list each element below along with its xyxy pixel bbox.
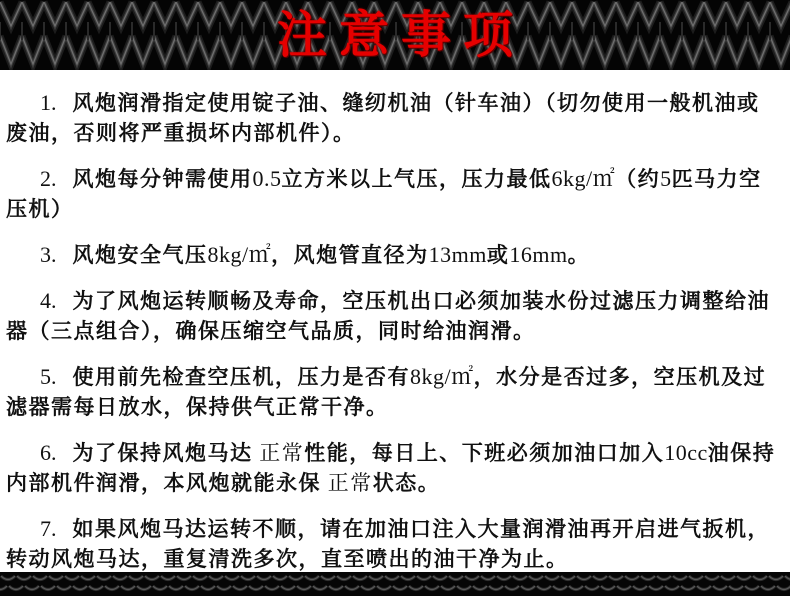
notice-item-text (6, 91, 760, 145)
notice-item (6, 240, 780, 270)
notice-item-text-segment: 13mm (428, 242, 487, 267)
notice-item-number: 2. (40, 166, 57, 191)
notice-item-text-segment: 或 (486, 243, 510, 267)
notice-item-text-segment: 为了风炮运转顺畅及寿命，空压机出口必须加装水份过滤压力调整给油器（三点组合），确保压缩空气品质，同时给油润滑。 (6, 289, 770, 343)
notice-item-text-segment: 性能，每日上、下班必须加油口加入 (304, 441, 665, 465)
notice-item-text-segment: 8kg/㎡ (207, 242, 272, 267)
notice-item-text-segment: 。 (567, 243, 591, 267)
notice-item-text-segment: 8kg/㎡ (410, 364, 474, 389)
notice-item-text (6, 441, 775, 495)
notice-item-text-segment: 5 (660, 166, 672, 191)
notice-item-text-segment: （约 (615, 167, 661, 191)
notice-item-text-segment: 0.5 (252, 166, 282, 191)
notice-item (6, 438, 780, 498)
notice-item-text (73, 243, 591, 267)
notice-item-number: 4. (40, 288, 57, 313)
notice-item-text-segment: ，风炮管直径为 (271, 243, 429, 267)
notice-item-text-segment: 风炮安全气压 (72, 243, 208, 267)
notice-item-text-segment: 为了保持风炮马达 (72, 441, 260, 465)
notice-item (6, 88, 780, 148)
notice-item (6, 514, 780, 574)
notice-item-text-segment: 正常 (259, 441, 305, 465)
notice-item-text (6, 289, 770, 343)
header-band (0, 0, 790, 70)
notice-item-number: 3. (40, 242, 57, 267)
notice-item-text-segment: 使用前先检查空压机，压力是否有 (72, 365, 410, 389)
notice-list (0, 70, 790, 574)
notice-item-text-segment: 6kg/㎡ (551, 166, 616, 191)
notice-item-text-segment: 立方米以上气压，压力最低 (281, 167, 552, 191)
notice-item-text (6, 517, 770, 571)
notice-item-text-segment: 风炮润滑指定使用锭子油、缝纫机油（针车油）（切勿使用一般机油或废油，否则将严重损坏内部机件）。 (6, 91, 760, 145)
notice-item (6, 286, 780, 346)
notice-item-text-segment: 如果风炮马达运转不顺，请在加油口注入大量润滑油再开启进气扳机，转动风炮马达，重复清洗多次，直至喷出的油干净为止。 (6, 517, 770, 571)
notice-item-number: 6. (40, 440, 57, 465)
notice-item-text-segment: 状态。 (372, 471, 441, 495)
notice-item-text-segment: ，水分是否过多，空压机及过滤器需每日放水，保持供气正常干净。 (6, 365, 767, 419)
chevron-pattern-bottom (0, 572, 790, 596)
notice-item-text (6, 167, 762, 221)
notice-item-number: 5. (40, 364, 57, 389)
footer-band (0, 572, 790, 596)
notice-item-text-segment: 16mm (509, 242, 568, 267)
notice-item-text (6, 365, 766, 419)
notice-item (6, 362, 780, 422)
notice-item-number: 1. (40, 90, 57, 115)
page-title: 注意事项 (277, 7, 525, 63)
notice-item-text-segment: 油保持内部机件润滑，本风炮就能永保 (6, 441, 776, 495)
notice-item-text-segment: 10cc (664, 440, 708, 465)
notice-item-text-segment: 正常 (327, 471, 373, 495)
notice-item-text-segment: 匹马力空压机） (6, 167, 762, 221)
notice-item-text-segment: 风炮每分钟需使用 (72, 167, 253, 191)
notice-item (6, 164, 780, 224)
notice-item-number: 7. (40, 516, 57, 541)
